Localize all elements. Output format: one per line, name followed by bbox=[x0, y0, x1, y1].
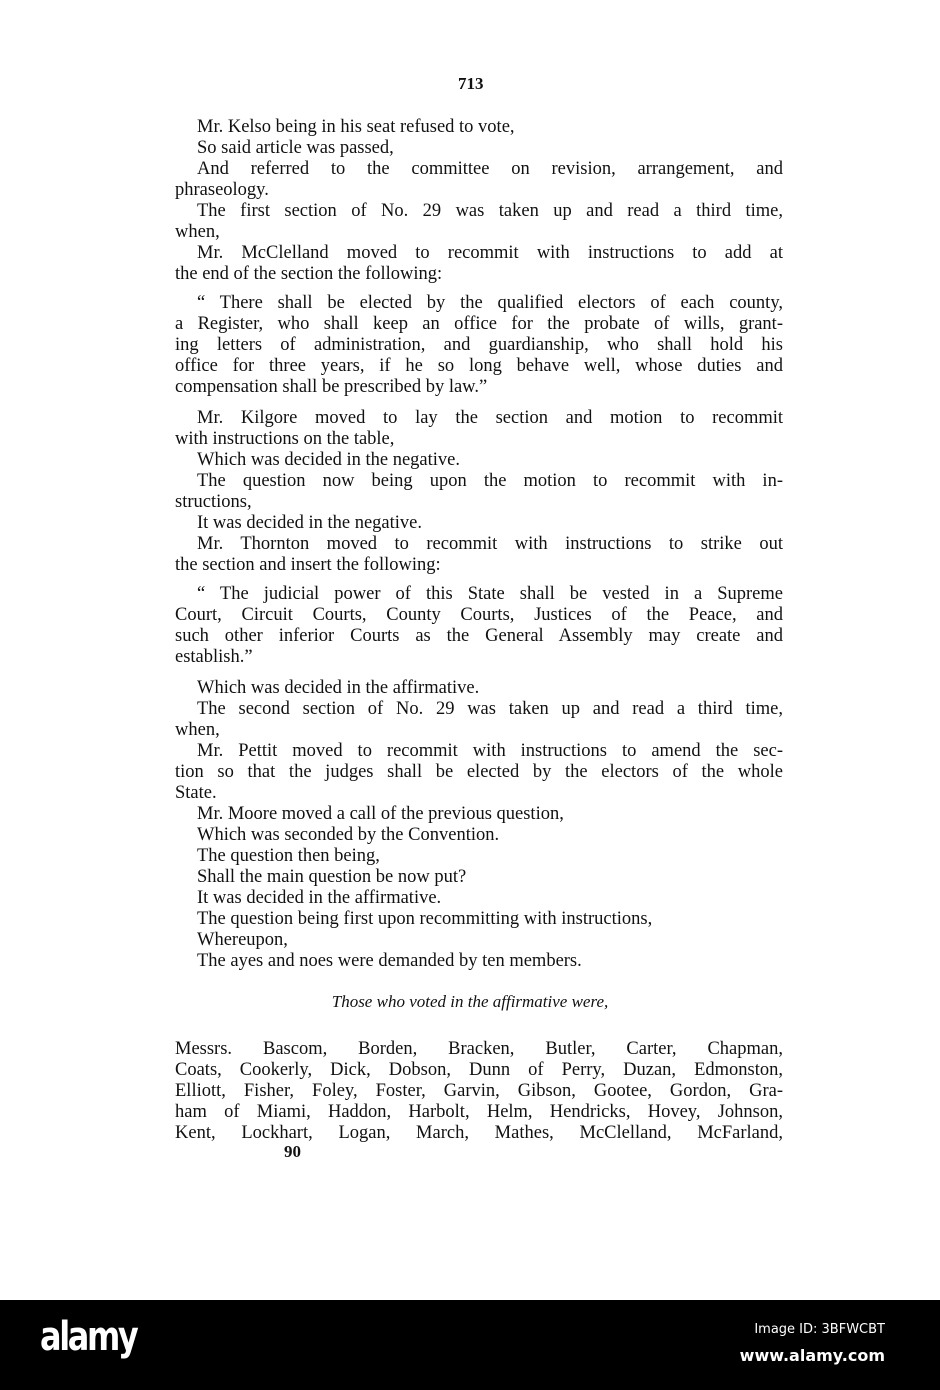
text-line: compensation shall be prescribed by law.” bbox=[175, 377, 488, 397]
text-line: The first section of No. 29 was taken up and read a third time, bbox=[197, 201, 783, 221]
text-line: Kent, Lockhart, Logan, March, Mathes, McClelland, McFarland, bbox=[175, 1123, 783, 1143]
text-line: when, bbox=[175, 222, 220, 242]
text-line: State. bbox=[175, 783, 217, 803]
text-line: Mr. Pettit moved to recommit with instructions to amend the sec- bbox=[197, 741, 783, 761]
text-line: Court, Circuit Courts, County Courts, Justices of the Peace, and bbox=[175, 605, 783, 625]
text-line: Shall the main question be now put? bbox=[197, 867, 467, 887]
text-line: ham of Miami, Haddon, Harbolt, Helm, Hendricks, Hovey, Johnson, bbox=[175, 1102, 783, 1122]
text-line: structions, bbox=[175, 492, 252, 512]
text-line: Mr. Kilgore moved to lay the section and motion to recommit bbox=[197, 408, 783, 428]
image-id: Image ID: 3BFWCBT bbox=[754, 1322, 885, 1337]
text-line: a Register, who shall keep an office for the probate of wills, grant- bbox=[175, 314, 783, 334]
text-line: tion so that the judges shall be elected by the electors of the whole bbox=[175, 762, 783, 782]
text-line: when, bbox=[175, 720, 220, 740]
text-line: Whereupon, bbox=[197, 930, 288, 950]
text-line: “ The judicial power of this State shall be vested in a Supreme bbox=[197, 584, 783, 604]
text-line: Which was decided in the affirmative. bbox=[197, 678, 480, 698]
text-line: ing letters of administration, and guardianship, who shall hold his bbox=[175, 335, 783, 355]
text-line: Mr. Kelso being in his seat refused to vote, bbox=[197, 117, 515, 137]
text-line: Elliott, Fisher, Foley, Foster, Garvin, Gibson, Gootee, Gordon, Gra- bbox=[175, 1081, 783, 1101]
vote-heading: Those who voted in the affirmative were, bbox=[331, 992, 609, 1011]
text-line: The question being first upon recommitting with instructions, bbox=[197, 909, 653, 929]
text-line: The question now being upon the motion to recommit with in- bbox=[197, 471, 783, 491]
text-line: Mr. Moore moved a call of the previous question, bbox=[197, 804, 564, 824]
text-line: It was decided in the negative. bbox=[197, 513, 422, 533]
text-line: The ayes and noes were demanded by ten members. bbox=[197, 951, 582, 971]
text-line: Which was seconded by the Convention. bbox=[197, 825, 500, 845]
text-line: office for three years, if he so long behave well, whose duties and bbox=[175, 356, 783, 376]
text-line: the section and insert the following: bbox=[175, 555, 441, 575]
text-line: Messrs. Bascom, Borden, Bracken, Butler, Carter, Chapman, bbox=[175, 1039, 783, 1059]
text-line: with instructions on the table, bbox=[175, 429, 395, 449]
text-line: “ There shall be elected by the qualified electors of each county, bbox=[197, 293, 783, 313]
text-line: Mr. Thornton moved to recommit with instructions to strike out bbox=[197, 534, 783, 554]
text-line: So said article was passed, bbox=[197, 138, 394, 158]
text-line: Which was decided in the negative. bbox=[197, 450, 461, 470]
text-line: Coats, Cookerly, Dick, Dobson, Dunn of Perry, Duzan, Edmonston, bbox=[175, 1060, 783, 1080]
text-line: such other inferior Courts as the General Assembly may create and bbox=[175, 626, 783, 646]
signature-mark: 90 bbox=[284, 1142, 301, 1161]
text-line: And referred to the committee on revision, arrangement, and bbox=[197, 159, 783, 179]
text-line: The question then being, bbox=[197, 846, 380, 866]
watermark-banner bbox=[0, 1300, 940, 1390]
text-line: Mr. McClelland moved to recommit with instructions to add at bbox=[197, 243, 783, 263]
text-line: phraseology. bbox=[175, 180, 269, 200]
text-line: The second section of No. 29 was taken up and read a third time, bbox=[197, 699, 783, 719]
alamy-logo: alamy bbox=[40, 1314, 137, 1360]
page-number: 713 bbox=[458, 74, 484, 93]
text-line: It was decided in the affirmative. bbox=[197, 888, 442, 908]
text-line: the end of the section the following: bbox=[175, 264, 443, 284]
text-line: establish.” bbox=[175, 647, 253, 667]
watermark-url: www.alamy.com bbox=[739, 1346, 885, 1365]
